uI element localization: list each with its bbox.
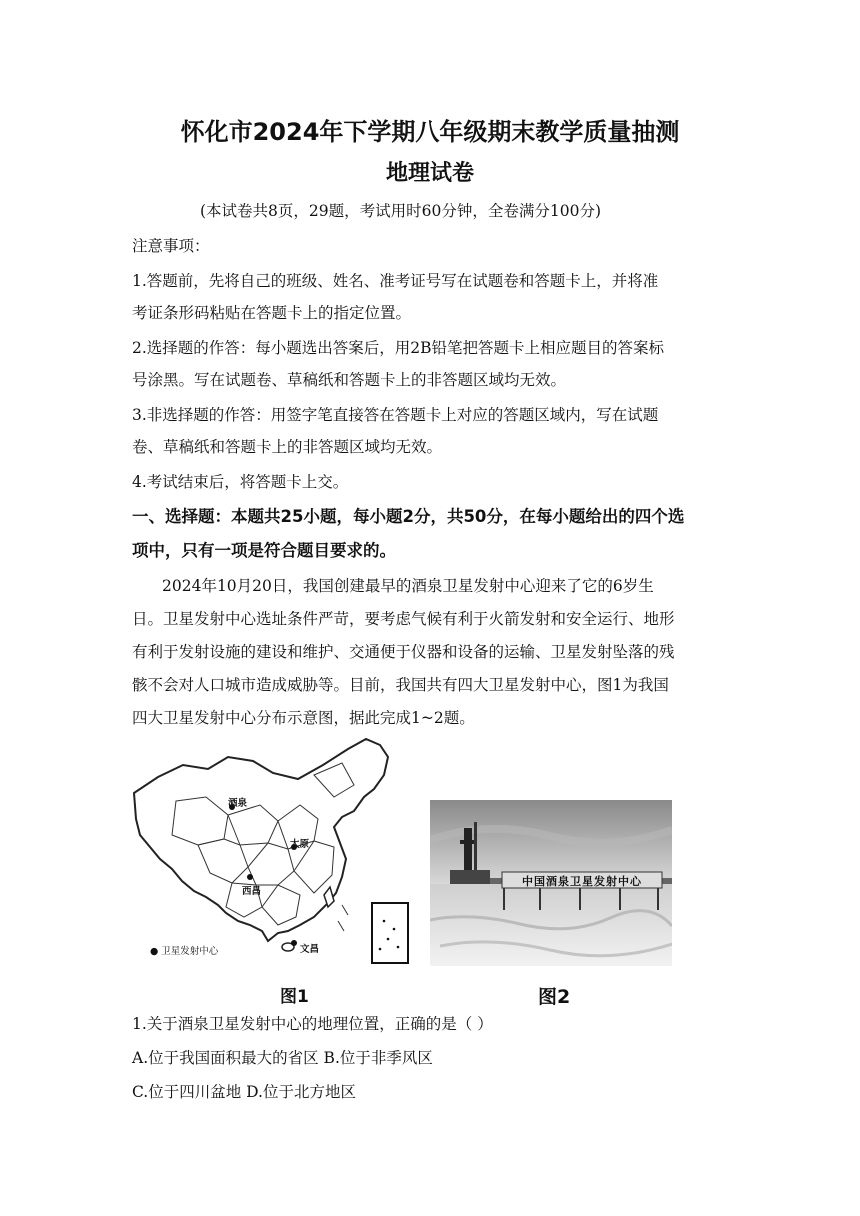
passage-line: 四大卫星发射中心分布示意图，据此完成1~2题。 <box>132 709 475 727</box>
map-label-taiyuan: 太原 <box>290 839 310 850</box>
map-legend: ● 卫星发射中心 <box>150 946 219 957</box>
note-line: 卷、草稿纸和答题卡上的非答题区域均无效。 <box>132 438 443 456</box>
figure2-caption: 图2 <box>538 986 571 1008</box>
map-label-wenchang: 文昌 <box>300 944 320 955</box>
note-line: 4.考试结束后，将答题卡上交。 <box>132 473 349 491</box>
question1-stem: 1.关于酒泉卫星发射中心的地理位置，正确的是（ ） <box>132 1015 493 1033</box>
note-line: 3.非选择题的作答：用签字笔直接答在答题卡上对应的答题区域内，写在试题 <box>132 406 659 424</box>
note-line: 号涂黑。写在试题卷、草稿纸和答题卡上的非答题区域均无效。 <box>132 371 567 389</box>
exam-info: (本试卷共8页，29题，考试用时60分钟，全卷满分100分) <box>200 202 601 220</box>
question1-options-ab: A.位于我国面积最大的省区 B.位于非季风区 <box>132 1049 433 1067</box>
notes-heading: 注意事项： <box>132 237 210 255</box>
exam-title: 怀化市2024年下学期八年级期末教学质量抽测 <box>180 118 680 146</box>
subject-title: 地理试卷 <box>385 161 474 186</box>
china-map-figure <box>128 735 418 970</box>
note-line: 考证条形码粘贴在答题卡上的指定位置。 <box>132 304 412 322</box>
note-line: 1.答题前，先将自己的班级、姓名、准考证号写在试题卷和答题卡上，并将准 <box>132 272 659 290</box>
passage-line: 2024年10月20日，我国创建最早的酒泉卫星发射中心迎来了它的6岁生 <box>162 577 654 595</box>
section-heading: 项中，只有一项是符合题目要求的。 <box>132 541 396 560</box>
question1-options-cd: C.位于四川盆地 D.位于北方地区 <box>132 1083 356 1101</box>
photo-sign-text: 中国酒泉卫星发射中心 <box>522 875 642 888</box>
china-map-outline <box>128 735 418 970</box>
launch-center-photo <box>430 800 672 966</box>
figure1-caption: 图1 <box>280 987 309 1007</box>
passage-line: 日。卫星发射中心选址条件严苛，要考虑气候有利于火箭发射和安全运行、地形 <box>132 610 675 628</box>
map-label-jiuquan: 酒泉 <box>228 798 248 809</box>
passage-line: 骸不会对人口城市造成威胁等。目前，我国共有四大卫星发射中心，图1为我国 <box>132 676 669 694</box>
note-line: 2.选择题的作答：每小题选出答案后，用2B铅笔把答题卡上相应题目的答案标 <box>132 339 665 357</box>
section-heading: 一、选择题：本题共25小题，每小题2分，共50分，在每小题给出的四个选 <box>132 507 685 526</box>
map-label-xichang: 西昌 <box>242 886 262 897</box>
passage-line: 有利于发射设施的建设和维护、交通便于仪器和设备的运输、卫星发射坠落的残 <box>132 643 675 661</box>
